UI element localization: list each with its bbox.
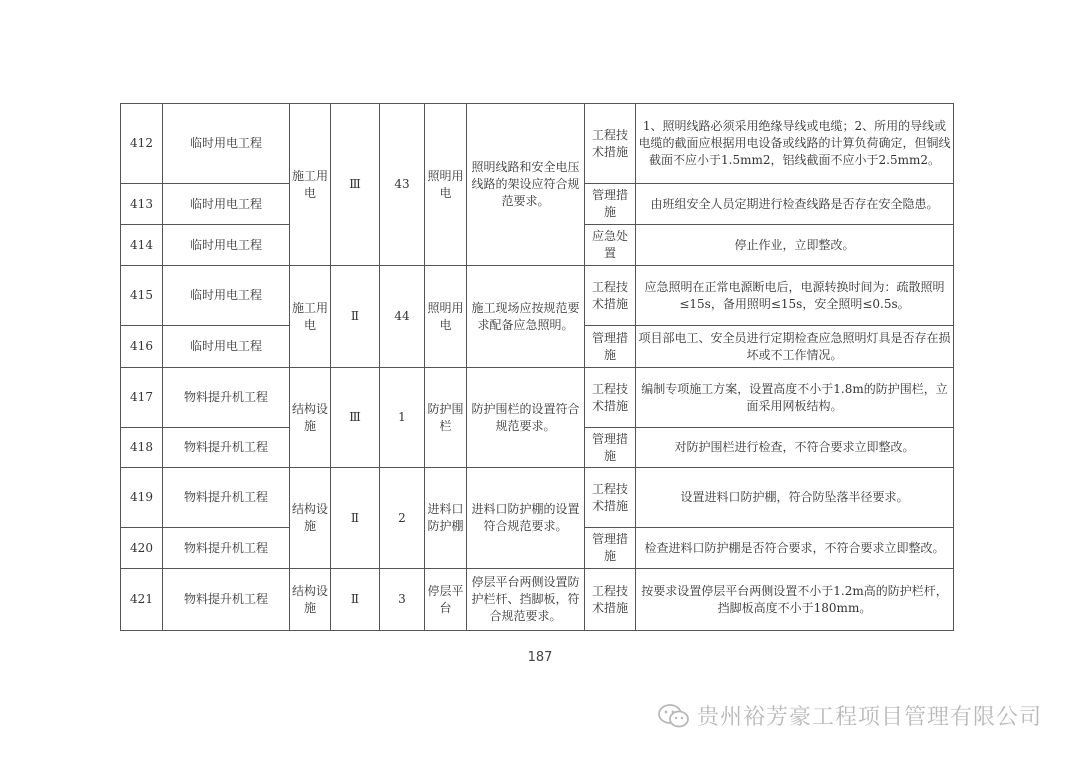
project-cell: 物料提升机工程 (163, 428, 290, 468)
measure-cell: 1、照明线路必须采用绝缘导线或电缆；2、所用的导线或电缆的截面应根据用电设备或线路的计算负荷确定，但铜线截面不应小于1.5mm2，铝线截面不应小于2.5mm2。 (636, 104, 954, 184)
row-id: 421 (121, 569, 163, 631)
table-row (121, 368, 954, 428)
wechat-icon (657, 702, 691, 730)
project-cell: 物料提升机工程 (163, 528, 290, 569)
item-cell: 进料口防护棚 (425, 468, 467, 569)
item-cell: 照明用电 (425, 104, 467, 266)
item-cell: 照明用电 (425, 266, 467, 368)
project-cell: 临时用电工程 (163, 225, 290, 266)
measure-cell: 应急照明在正常电源断电后，电源转换时间为：疏散照明≤15s，备用照明≤15s，安全照明≤0.5s。 (636, 266, 954, 326)
measure-cell: 设置进料口防护棚，符合防坠落半径要求。 (636, 468, 954, 528)
no-cell: 1 (380, 368, 425, 468)
level-cell: Ⅱ (331, 569, 380, 631)
no-cell: 43 (380, 104, 425, 266)
table-row (121, 266, 954, 326)
type-cell: 应急处置 (585, 225, 636, 266)
watermark-text: 贵州裕芳豪工程项目管理有限公司 (696, 705, 1042, 730)
major-cell: 结构设施 (290, 468, 331, 569)
level-cell: Ⅲ (331, 104, 380, 266)
requirement-cell: 防护围栏的设置符合规范要求。 (467, 368, 585, 468)
project-cell: 物料提升机工程 (163, 468, 290, 528)
page-number: 187 (527, 650, 553, 665)
row-id: 413 (121, 184, 163, 225)
watermark (657, 700, 1042, 731)
project-cell: 临时用电工程 (163, 326, 290, 368)
project-cell: 临时用电工程 (163, 104, 290, 184)
measure-cell: 由班组安全人员定期进行检查线路是否存在安全隐患。 (636, 184, 954, 225)
measure-cell: 停止作业，立即整改。 (636, 225, 954, 266)
major-cell: 结构设施 (290, 368, 331, 468)
requirement-cell: 照明线路和安全电压线路的架设应符合规范要求。 (467, 104, 585, 266)
row-id: 414 (121, 225, 163, 266)
requirement-cell: 停层平台两侧设置防护栏杆、挡脚板，符合规范要求。 (467, 569, 585, 631)
item-cell: 停层平台 (425, 569, 467, 631)
type-cell: 管理措施 (585, 326, 636, 368)
type-cell: 工程技术措施 (585, 104, 636, 184)
type-cell: 工程技术措施 (585, 569, 636, 631)
type-cell: 工程技术措施 (585, 468, 636, 528)
no-cell: 44 (380, 266, 425, 368)
measure-cell: 编制专项施工方案，设置高度不小于1.8m的防护围栏，立面采用网板结构。 (636, 368, 954, 428)
major-cell: 施工用电 (290, 266, 331, 368)
measure-cell: 项目部电工、安全员进行定期检查应急照明灯具是否存在损坏或不工作情况。 (636, 326, 954, 368)
measure-cell: 检查进料口防护棚是否符合要求，不符合要求立即整改。 (636, 528, 954, 569)
row-id: 420 (121, 528, 163, 569)
row-id: 416 (121, 326, 163, 368)
row-id: 417 (121, 368, 163, 428)
row-id: 418 (121, 428, 163, 468)
no-cell: 3 (380, 569, 425, 631)
level-cell: Ⅱ (331, 468, 380, 569)
requirement-cell: 施工现场应按规范要求配备应急照明。 (467, 266, 585, 368)
measure-cell: 对防护围栏进行检查，不符合要求立即整改。 (636, 428, 954, 468)
type-cell: 管理措施 (585, 184, 636, 225)
major-cell: 施工用电 (290, 104, 331, 266)
type-cell: 管理措施 (585, 528, 636, 569)
project-cell: 临时用电工程 (163, 184, 290, 225)
project-cell: 物料提升机工程 (163, 569, 290, 631)
measure-cell: 按要求设置停层平台两侧设置不小于1.2m高的防护栏杆，挡脚板高度不小于180mm。 (636, 569, 954, 631)
requirement-cell: 进料口防护棚的设置符合规范要求。 (467, 468, 585, 569)
major-cell: 结构设施 (290, 569, 331, 631)
row-id: 419 (121, 468, 163, 528)
table-row (121, 104, 954, 184)
level-cell: Ⅱ (331, 266, 380, 368)
row-id: 412 (121, 104, 163, 184)
row-id: 415 (121, 266, 163, 326)
item-cell: 防护围栏 (425, 368, 467, 468)
type-cell: 工程技术措施 (585, 368, 636, 428)
level-cell: Ⅲ (331, 368, 380, 468)
project-cell: 临时用电工程 (163, 266, 290, 326)
risk-table (120, 103, 954, 631)
type-cell: 管理措施 (585, 428, 636, 468)
table-row (121, 569, 954, 631)
type-cell: 工程技术措施 (585, 266, 636, 326)
project-cell: 物料提升机工程 (163, 368, 290, 428)
table-row (121, 468, 954, 528)
no-cell: 2 (380, 468, 425, 569)
